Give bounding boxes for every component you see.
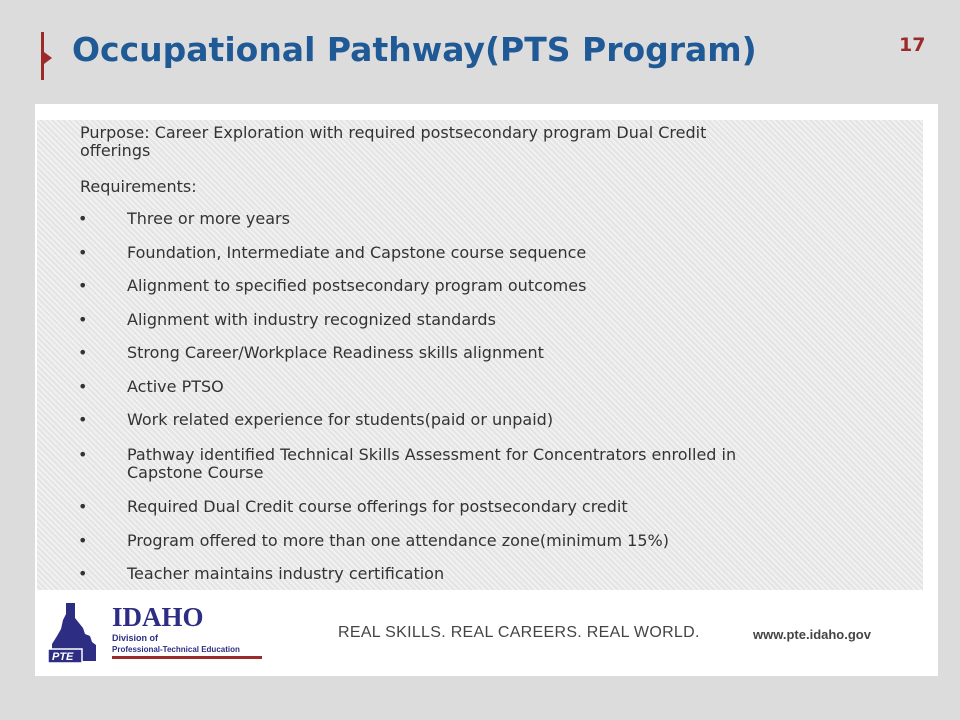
purpose-line-2: offerings: [80, 141, 151, 160]
footer-url[interactable]: www.pte.idaho.gov: [753, 627, 871, 642]
footer-tagline: REAL SKILLS. REAL CAREERS. REAL WORLD.: [338, 624, 700, 641]
logo-badge-text: PTE: [52, 651, 74, 663]
logo-division-line-1: Division of: [112, 633, 159, 643]
bullet-marker: •: [78, 564, 88, 583]
bullet-marker: •: [78, 497, 88, 516]
bullet-marker: •: [78, 531, 88, 550]
logo-wordmark: IDAHO: [112, 602, 204, 632]
list-item-continuation: Capstone Course: [127, 463, 264, 482]
list-item: Work related experience for students(paid or unpaid): [127, 410, 554, 429]
list-item: Alignment to specified postsecondary program outcomes: [127, 276, 587, 295]
slide-number: 17: [899, 34, 926, 56]
list-item: Foundation, Intermediate and Capstone course sequence: [127, 243, 587, 262]
bullet-marker: •: [78, 276, 88, 295]
list-item: Pathway identified Technical Skills Assessment for Concentrators enrolled in: [127, 445, 737, 464]
list-item: Program offered to more than one attendance zone(minimum 15%): [127, 531, 669, 550]
slide-title: Occupational Pathway(PTS Program): [72, 30, 757, 69]
bullet-marker: •: [78, 377, 88, 396]
bullet-marker: •: [78, 445, 88, 464]
bullet-marker: •: [78, 310, 88, 329]
bullet-marker: •: [78, 410, 88, 429]
logo-division-line-2: Professional-Technical Education: [112, 645, 240, 654]
requirements-label: Requirements:: [80, 177, 197, 196]
list-item: Active PTSO: [127, 377, 224, 396]
idaho-state-icon: [48, 600, 263, 664]
list-item: Required Dual Credit course offerings for postsecondary credit: [127, 497, 628, 516]
list-item: Strong Career/Workplace Readiness skills alignment: [127, 343, 544, 362]
list-item: Teacher maintains industry certification: [127, 564, 445, 583]
title-accent-arrow: [44, 52, 52, 64]
list-item: Three or more years: [127, 209, 290, 228]
idaho-pte-logo: [48, 600, 263, 664]
list-item: Alignment with industry recognized standards: [127, 310, 496, 329]
bullet-marker: •: [78, 243, 88, 262]
purpose-line-1: Purpose: Career Exploration with required postsecondary program Dual Credit: [80, 123, 707, 142]
bullet-marker: •: [78, 343, 88, 362]
bullet-marker: •: [78, 209, 88, 228]
